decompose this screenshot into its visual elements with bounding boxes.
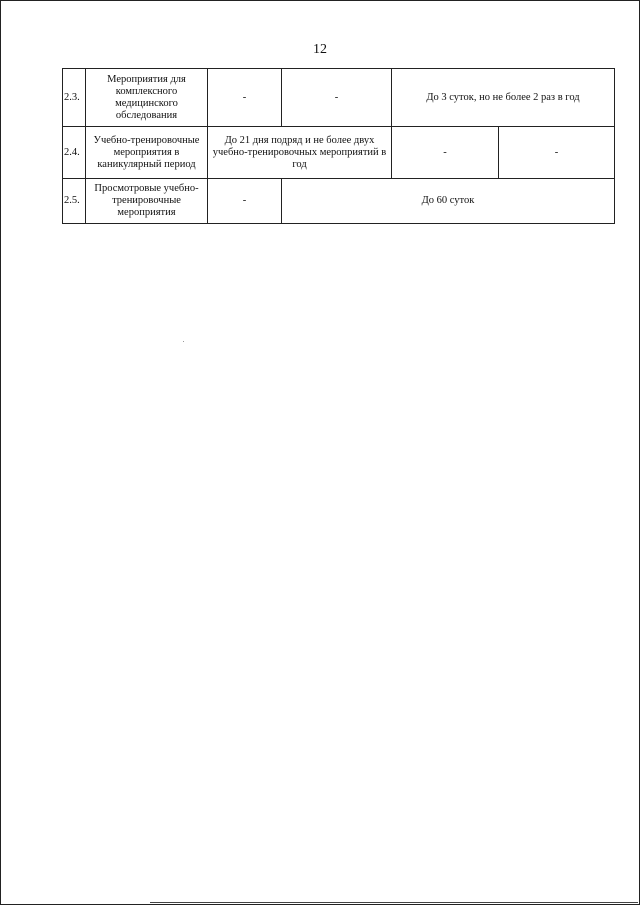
row-number: 2.4.: [63, 127, 86, 179]
row-name: Учебно-тренировочные мероприятия в каникулярный период: [86, 127, 208, 179]
row-name: Просмотровые учебно-тренировочные мероприятия: [86, 179, 208, 224]
row-number: 2.3.: [63, 69, 86, 127]
cell-value: -: [208, 179, 282, 224]
cell-value: -: [208, 69, 282, 127]
cell-value: До 60 суток: [282, 179, 615, 224]
scan-artifact: [183, 341, 184, 342]
events-table: [62, 68, 615, 224]
cell-value: До 3 суток, но не более 2 раз в год: [392, 69, 615, 127]
row-number: 2.5.: [63, 179, 86, 224]
cell-value: До 21 дня подряд и не более двух учебно-тренировочных мероприятий в год: [208, 127, 392, 179]
table-row: [63, 69, 615, 127]
page-number: 12: [313, 42, 327, 57]
table-row: [63, 179, 615, 224]
cell-value: -: [282, 69, 392, 127]
bottom-edge-line: [150, 902, 638, 903]
cell-value: -: [392, 127, 499, 179]
cell-value: -: [499, 127, 615, 179]
table-row: [63, 127, 615, 179]
row-name: Мероприятия для комплексного медицинского обследования: [86, 69, 208, 127]
